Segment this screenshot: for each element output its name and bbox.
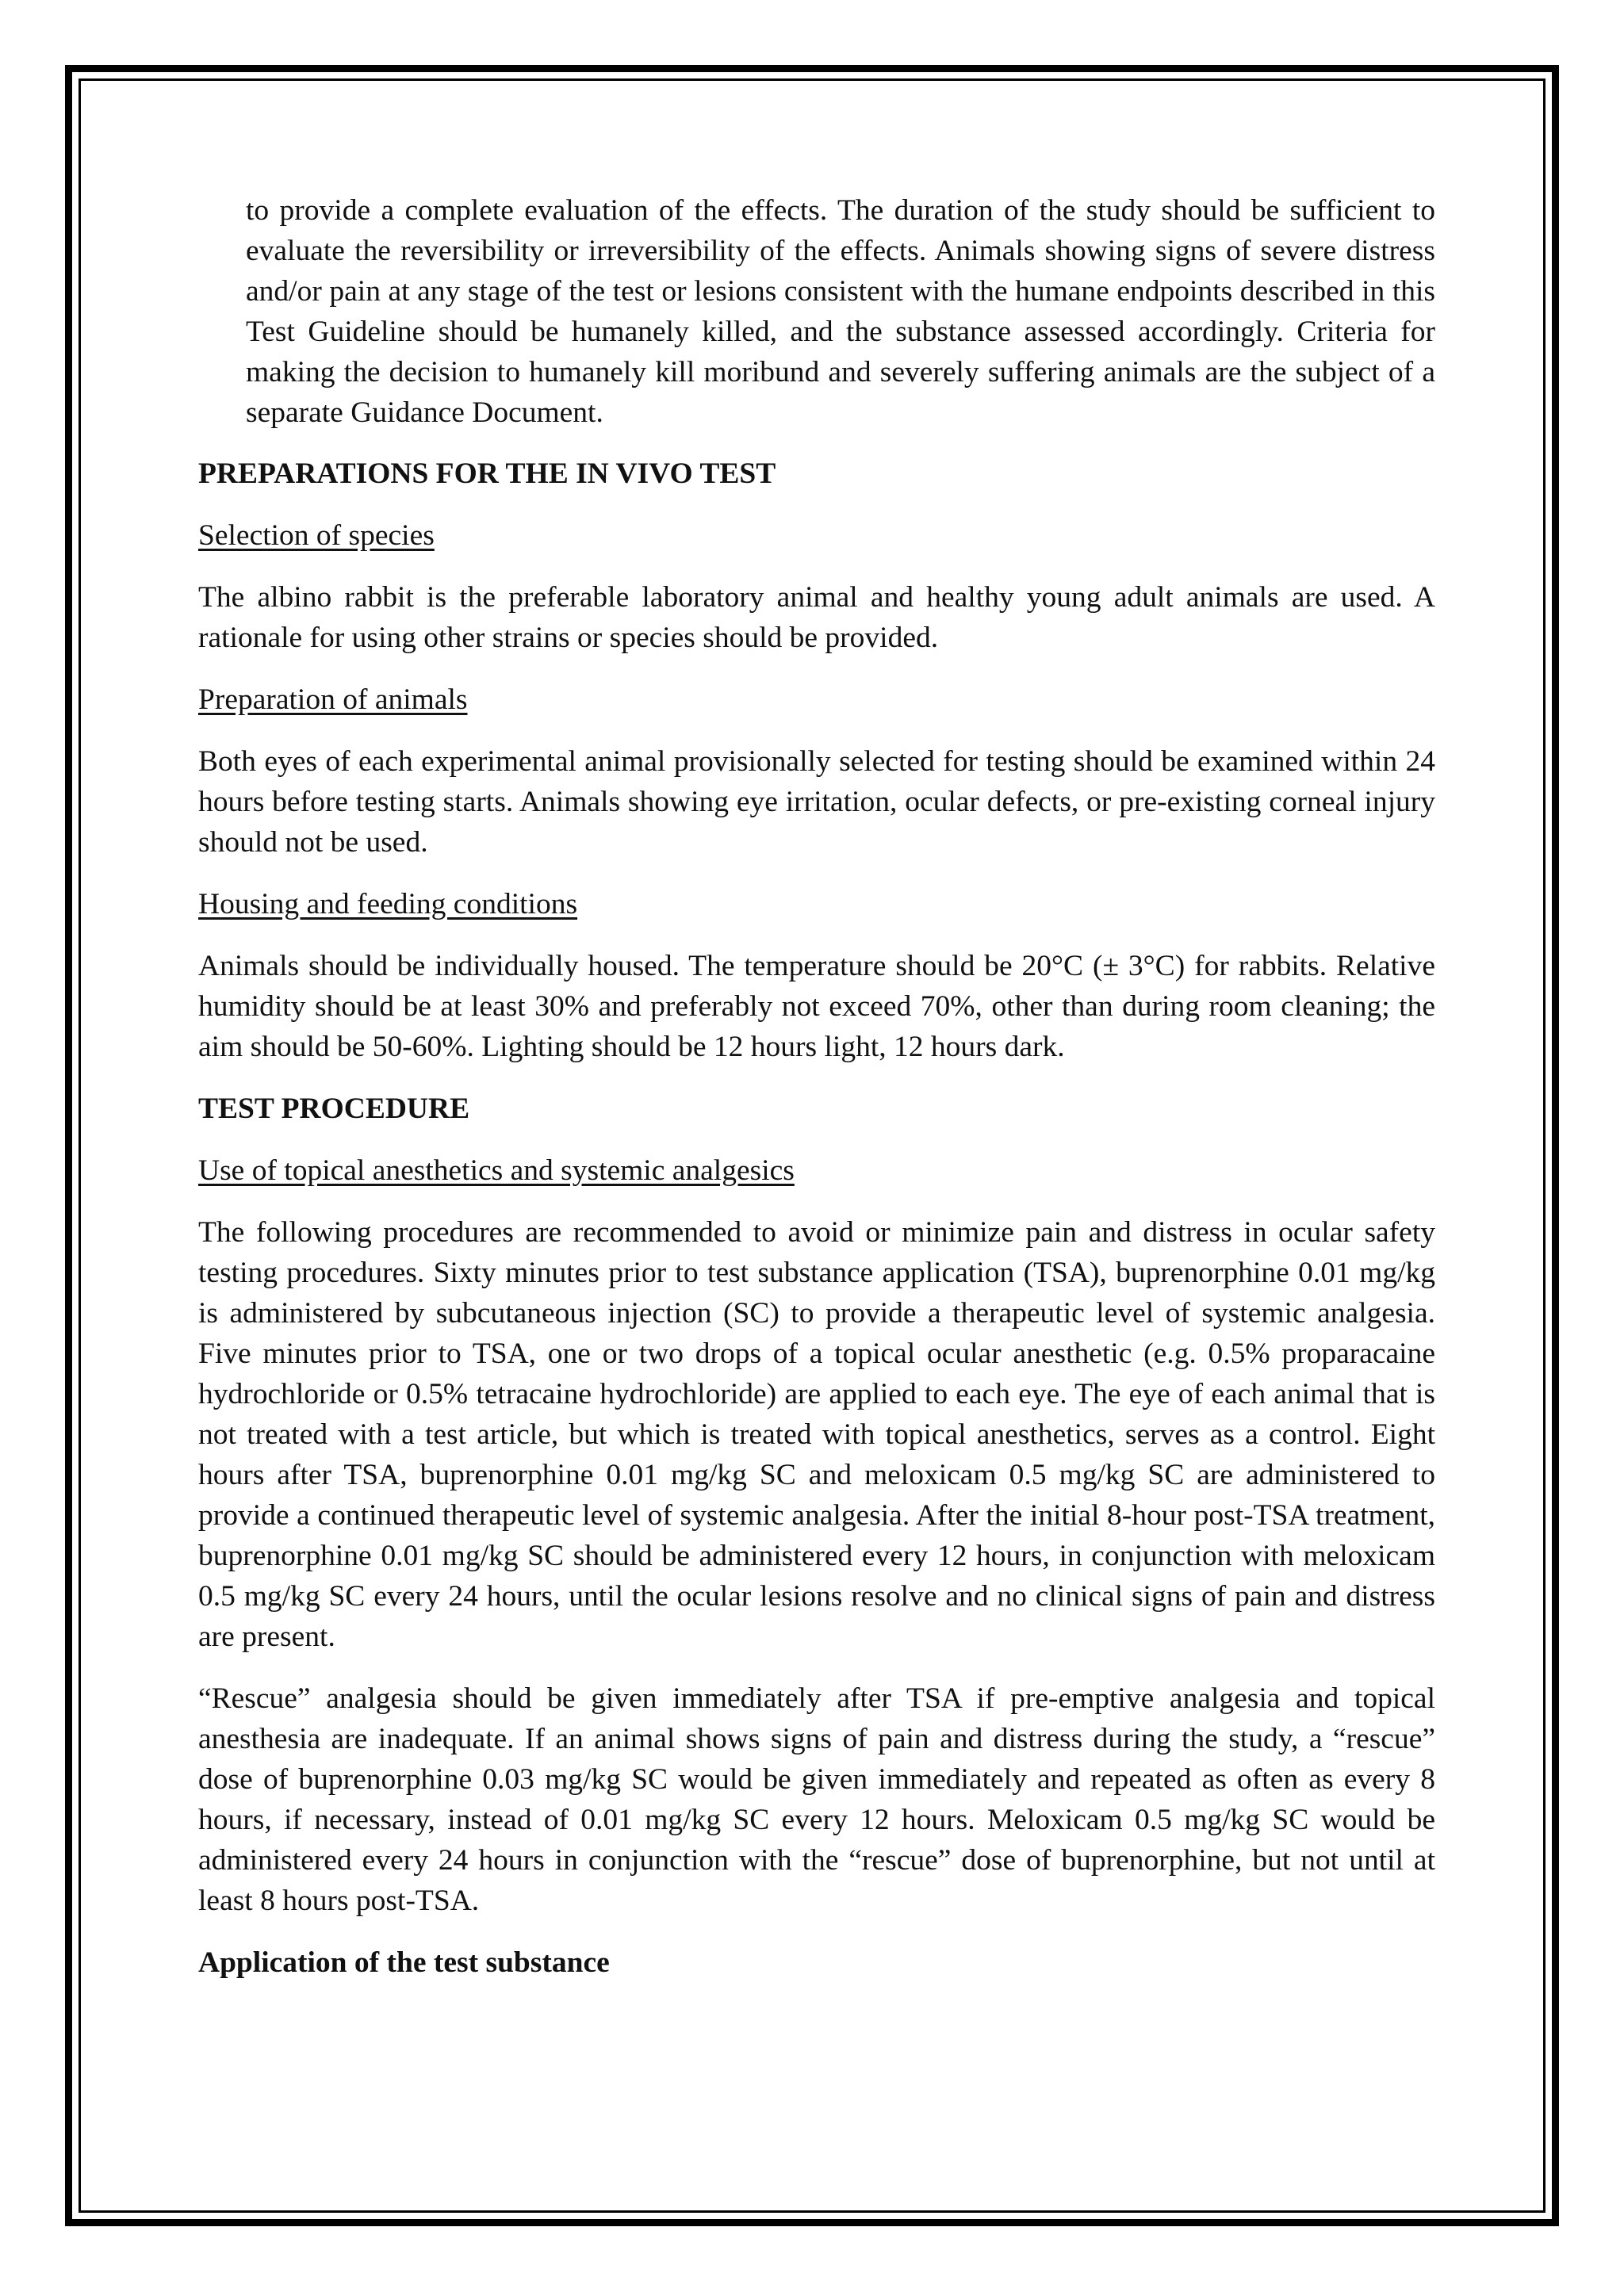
paragraph-preparation-of-animals: Both eyes of each experimental animal provisionally selected for testing should be examined within 24 hours before testing starts. Animals showing eye irritation, ocular defects, or pre-existing corneal injury should not be used.: [198, 745, 1435, 859]
subheading-anesthetics-analgesics: Use of topical anesthetics and systemic analgesics: [198, 1154, 795, 1187]
paragraph-housing-and-feeding: Animals should be individually housed. The temperature should be 20°C (± 3°C) for rabbits. Relative humidity should be at least 30% and preferably not exceed 70%, other than during room cleaning; the aim should be 50-60%. Lighting should be 12 hours light, 12 hours dark.: [198, 950, 1435, 1063]
document-body: [198, 190, 1435, 2004]
subheading-housing-and-feeding: Housing and feeding conditions: [198, 888, 578, 920]
section-heading-test-procedure: TEST PROCEDURE: [198, 1093, 470, 1125]
section-heading-preparations: PREPARATIONS FOR THE IN VIVO TEST: [198, 457, 776, 490]
paragraph-rescue-analgesia: “Rescue” analgesia should be given immediately after TSA if pre-emptive analgesia and topical anesthesia are inadequate. If an animal shows signs of pain and distress during the study, a “rescue” dose of buprenorphine 0.03 mg/kg SC would be given immediately and repeated as often as every 8 hours, if necessary, instead of 0.01 mg/kg SC every 12 hours. Meloxicam 0.5 mg/kg SC would be administered every 24 hours in conjunction with the “rescue” dose of buprenorphine, but not until at least 8 hours post-TSA.: [198, 1682, 1435, 1917]
subheading-selection-of-species: Selection of species: [198, 519, 435, 552]
section-heading-application-of-test-substance: Application of the test substance: [198, 1946, 610, 1979]
intro-paragraph: to provide a complete evaluation of the effects. The duration of the study should be sufficient to evaluate the reversibility or irreversibility of the effects. Animals showing signs of severe distress and/or pain at any stage of the test or lesions consistent with the humane endpoints described in this Test Guideline should be humanely killed, and the substance assessed accordingly. Criteria for making the decision to humanely kill moribund and severely suffering animals are the subject of a separate Guidance Document.: [246, 194, 1435, 429]
paragraph-anesthetics-procedures: The following procedures are recommended to avoid or minimize pain and distress in ocular safety testing procedures. Sixty minutes prior to test substance application (TSA), buprenorphine 0.01 mg/kg is administered by subcutaneous injection (SC) to provide a therapeutic level of systemic analgesia. Five minutes prior to TSA, one or two drops of a topical ocular anesthetic (e.g. 0.5% proparacaine hydrochloride or 0.5% tetracaine hydrochloride) are applied to each eye. The eye of each animal that is not treated with a test article, but which is treated with topical anesthetics, serves as a control. Eight hours after TSA, buprenorphine 0.01 mg/kg SC and meloxicam 0.5 mg/kg SC are administered to provide a continued therapeutic level of systemic analgesia. After the initial 8-hour post-TSA treatment, buprenorphine 0.01 mg/kg SC should be administered every 12 hours, in conjunction with meloxicam 0.5 mg/kg SC every 24 hours, until the ocular lesions resolve and no clinical signs of pain and distress are present.: [198, 1216, 1435, 1653]
subheading-preparation-of-animals: Preparation of animals: [198, 683, 468, 716]
paragraph-selection-of-species: The albino rabbit is the preferable laboratory animal and healthy young adult animals are used. A rationale for using other strains or species should be provided.: [198, 581, 1435, 654]
